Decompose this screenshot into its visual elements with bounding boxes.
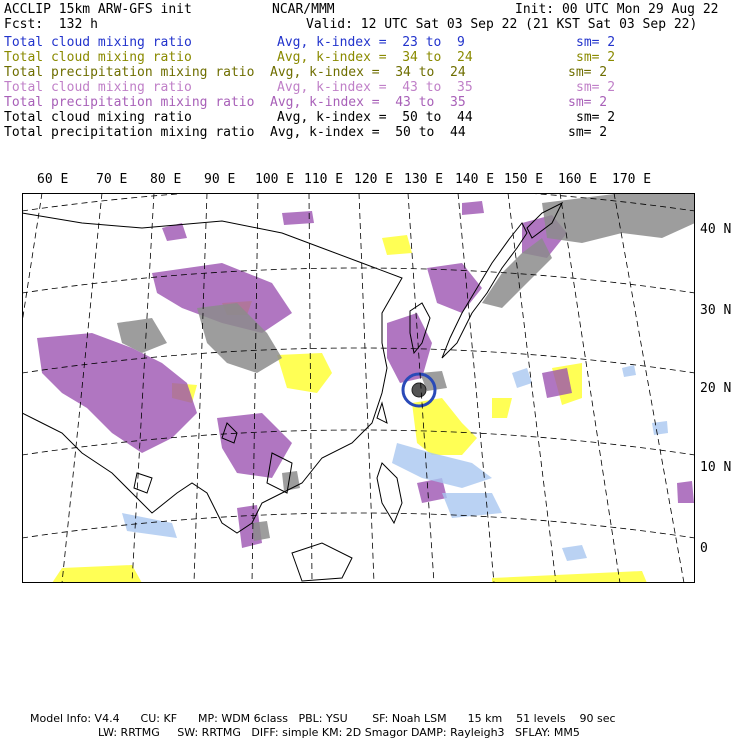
longitude-label: 130 E	[404, 172, 444, 187]
init-time: Init: 00 UTC Mon 29 Aug 22	[515, 2, 719, 17]
forecast-map	[22, 193, 695, 583]
longitude-label: 140 E	[455, 172, 495, 187]
legend-field: Total cloud mixing ratio	[4, 50, 192, 65]
model-info-line1: Model Info: V4.4 CU: KF MP: WDM 6class PBL: YSU SF: Noah LSM 15 km 51 levels 90 sec	[30, 712, 616, 725]
model-title: ACCLIP 15km ARW-GFS init	[4, 2, 192, 17]
legend-field: Total cloud mixing ratio	[4, 80, 192, 95]
latitude-label: 10 N	[700, 460, 732, 475]
legend-sm: sm= 2	[568, 65, 608, 80]
legend-avg: Avg, k-index = 34 to 24	[277, 50, 473, 65]
legend-avg: Avg, k-index = 23 to 9	[277, 35, 465, 50]
longitude-label: 120 E	[354, 172, 394, 187]
legend-field: Total precipitation mixing ratio	[4, 95, 255, 110]
legend-field: Total precipitation mixing ratio	[4, 65, 255, 80]
longitude-label: 100 E	[255, 172, 295, 187]
legend-field: Total cloud mixing ratio	[4, 110, 192, 125]
longitude-label: 70 E	[96, 172, 128, 187]
legend-sm: sm= 2	[576, 35, 616, 50]
legend-field: Total cloud mixing ratio	[4, 35, 192, 50]
legend-avg: Avg, k-index = 50 to 44	[270, 125, 466, 140]
center-label: NCAR/MMM	[272, 2, 335, 17]
legend-sm: sm= 2	[576, 50, 616, 65]
valid-time: Valid: 12 UTC Sat 03 Sep 22 (21 KST Sat 03 Sep 22)	[306, 17, 698, 32]
forecast-hour: Fcst: 132 h	[4, 17, 98, 32]
longitude-label: 90 E	[204, 172, 236, 187]
legend-avg: Avg, k-index = 43 to 35	[270, 95, 466, 110]
longitude-label: 160 E	[558, 172, 598, 187]
legend-sm: sm= 2	[568, 125, 608, 140]
longitude-label: 60 E	[37, 172, 69, 187]
legend-sm: sm= 2	[576, 110, 616, 125]
latitude-label: 30 N	[700, 303, 732, 318]
latitude-label: 40 N	[700, 222, 732, 237]
legend-sm: sm= 2	[576, 80, 616, 95]
longitude-label: 150 E	[504, 172, 544, 187]
legend-avg: Avg, k-index = 34 to 24	[270, 65, 466, 80]
longitude-label: 80 E	[150, 172, 182, 187]
longitude-label: 110 E	[304, 172, 344, 187]
longitude-label: 170 E	[612, 172, 652, 187]
legend-sm: sm= 2	[568, 95, 608, 110]
legend-avg: Avg, k-index = 50 to 44	[277, 110, 473, 125]
latitude-label: 0	[700, 541, 708, 556]
latitude-label: 20 N	[700, 381, 732, 396]
model-info-line2: LW: RRTMG SW: RRTMG DIFF: simple KM: 2D Smagor DAMP: Rayleigh3 SFLAY: MM5	[98, 726, 580, 739]
legend-field: Total precipitation mixing ratio	[4, 125, 255, 140]
legend-avg: Avg, k-index = 43 to 35	[277, 80, 473, 95]
